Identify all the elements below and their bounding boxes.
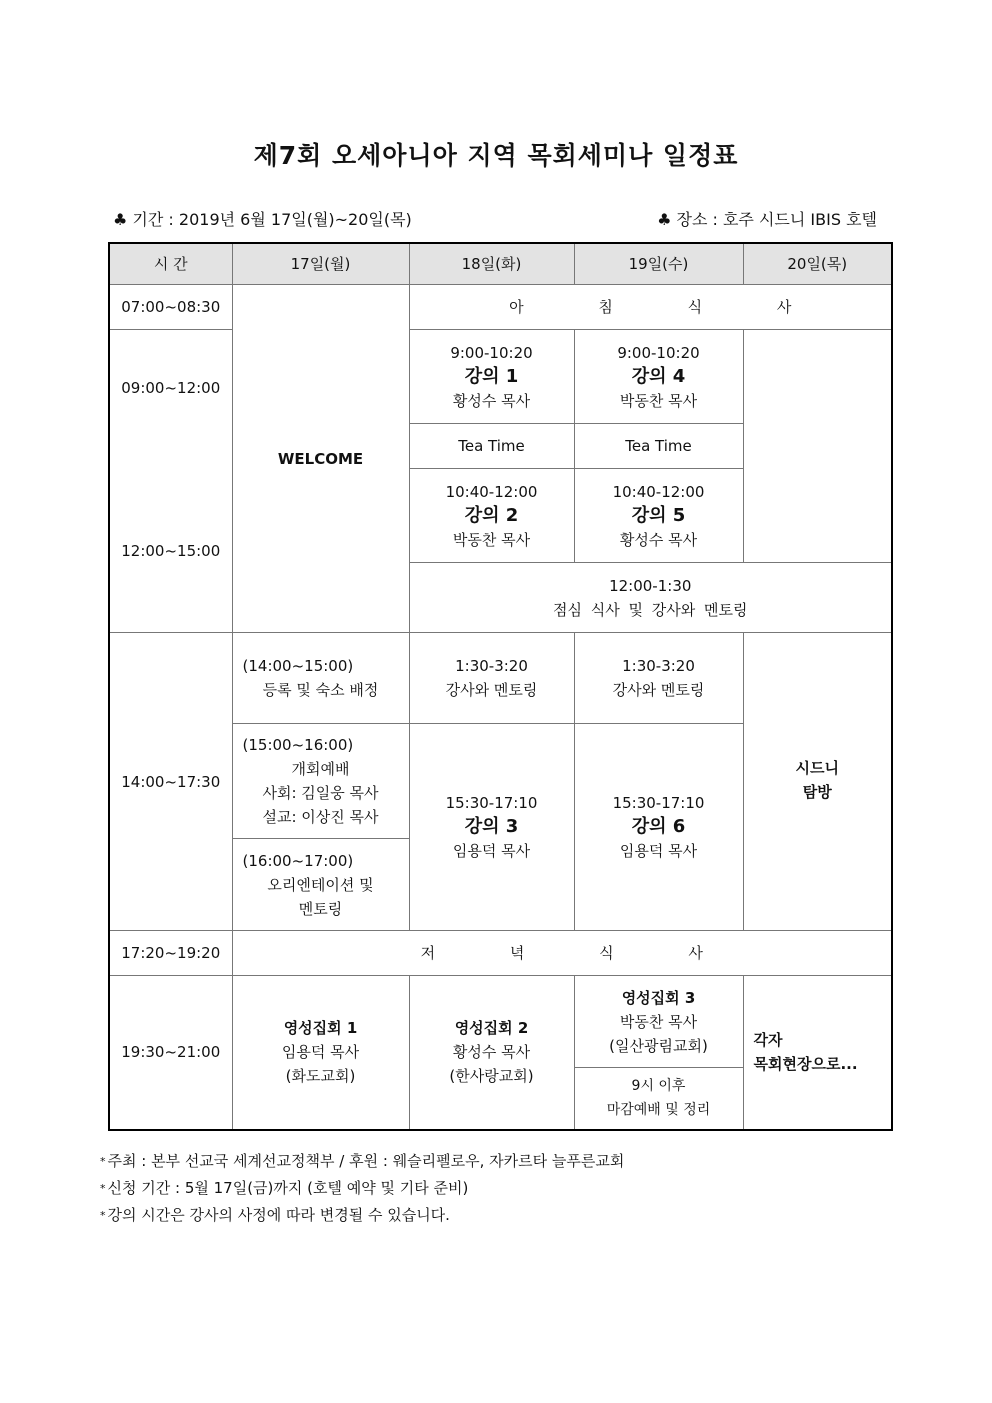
lecture-speaker: 박동찬 목사 [619,391,698,410]
revival-church: (화도교회) [285,1067,356,1086]
revival-title: 영성집회 1 [283,1019,358,1038]
each-line1: 각자 [753,1031,783,1050]
lecture-4-cell [574,330,743,424]
breakfast-text: 아 침 식 사 [509,298,792,316]
lecture-time: 9:00-10:20 [617,343,700,362]
lecture-6-cell [574,724,743,931]
lecture-title: 강의 5 [631,504,686,526]
lecture-title: 강의 6 [631,816,686,837]
revival-1-cell [232,976,409,1130]
lecture-title: 강의 4 [631,365,686,387]
orientation-line2: 멘토링 [298,899,343,918]
dinner-cell [232,931,892,976]
footnote-text: 신청 기간 : 5월 17일(금)까지 (호텔 예약 및 기타 준비) [107,1179,469,1197]
time-cell: 14:00~17:30 [109,633,232,931]
revival-title: 영성집회 3 [621,988,696,1007]
footnote-text: 강의 시간은 강사의 사정에 따라 변경될 수 있습니다. [107,1206,450,1224]
sydney-line1: 시드니 [795,759,839,777]
breakfast-cell [409,285,892,330]
footnote [100,1148,624,1175]
revival-speaker: 임용덕 목사 [281,1043,360,1062]
footnote-text: 주최 : 본부 선교국 세계선교정책부 / 후원 : 웨슬리펠로우, 자카르타 늘푸른교회 [107,1152,625,1170]
mentoring-cell [409,633,574,724]
footnote [100,1202,624,1229]
revival-speaker: 황성수 목사 [452,1043,531,1062]
note-bullet: * [100,1155,106,1168]
closing-line1: 9시 이후 [631,1078,686,1095]
opening-line1: 개회예배 [291,760,350,778]
lecture-1-cell [409,330,574,424]
footnote [100,1175,624,1202]
footnotes [100,1148,624,1229]
mentoring-time: 1:30-3:20 [455,657,528,675]
lecture-speaker: 박동찬 목사 [452,530,531,549]
header-day-17: 17일(월) [232,243,409,285]
time-cell-morning [109,330,232,633]
table-row [109,976,892,1068]
opening-time: (15:00~16:00) [242,736,354,754]
registration-text: 등록 및 숙소 배정 [262,681,379,699]
lunch-time: 12:00-1:30 [609,576,692,595]
note-bullet: * [100,1209,106,1222]
registration-cell [232,633,409,724]
table-row [109,285,892,330]
lecture-speaker: 임용덕 목사 [452,842,531,860]
header-day-20: 20일(목) [743,243,892,285]
opening-line3: 설교: 이상진 목사 [262,808,379,826]
lecture-3-cell [409,724,574,931]
table-row [109,633,892,724]
closing-worship-cell [574,1068,743,1130]
each-to-field-cell [743,976,892,1130]
day-20-morning-empty [743,330,892,563]
orientation-cell [232,839,409,931]
lecture-title: 강의 1 [464,365,519,387]
mentoring-text: 강사와 멘토링 [445,681,538,699]
dinner-text: 저 녁 식 사 [420,944,703,962]
time-cell: 07:00~08:30 [109,285,232,330]
revival-2-cell [409,976,574,1130]
page-title: 제7회 오세아니아 지역 목회세미나 일정표 [253,141,739,170]
lecture-time: 9:00-10:20 [450,343,533,362]
mentoring-cell [574,633,743,724]
lecture-title: 강의 3 [464,816,519,837]
orientation-line1: 오리엔테이션 및 [267,875,374,894]
lecture-speaker: 임용덕 목사 [619,842,698,860]
lecture-5-cell [574,469,743,563]
table-header-row [109,243,892,285]
sydney-line2: 탐방 [802,783,832,801]
venue-info: ♣ 장소 : 호주 시드니 IBIS 호텔 [657,210,877,229]
header-time: 시 간 [109,243,232,285]
lecture-time: 15:30-17:10 [612,794,705,812]
lecture-time: 10:40-12:00 [612,482,705,501]
opening-line2: 사회: 김일웅 목사 [262,784,379,802]
registration-time: (14:00~15:00) [242,657,354,675]
table-row [109,931,892,976]
time-cell: 17:20~19:20 [109,931,232,976]
revival-church: (한사랑교회) [449,1067,534,1086]
time-label: 09:00~12:00 [121,379,221,397]
revival-title: 영성집회 2 [454,1019,529,1038]
lecture-time: 15:30-17:10 [445,794,538,812]
tea-time-cell: Tea Time [574,424,743,469]
lecture-speaker: 황성수 목사 [452,391,531,410]
each-line2: 목회현장으로... [753,1055,858,1074]
time-label: 12:00~15:00 [121,542,221,560]
revival-speaker: 박동찬 목사 [619,1012,698,1031]
lecture-time: 10:40-12:00 [445,482,538,501]
revival-church: (일산광림교회) [609,1036,708,1055]
lecture-title: 강의 2 [464,504,519,526]
lecture-speaker: 황성수 목사 [619,530,698,549]
orientation-time: (16:00~17:00) [242,851,354,870]
sydney-tour-cell [743,633,892,931]
header-day-18: 18일(화) [409,243,574,285]
opening-worship-cell [232,724,409,839]
welcome-cell: WELCOME [232,285,409,633]
revival-3-cell [574,976,743,1068]
header-day-19: 19일(수) [574,243,743,285]
period-info: ♣ 기간 : 2019년 6월 17일(월)~20일(목) [113,210,412,229]
schedule-table [108,242,893,1131]
lecture-2-cell [409,469,574,563]
lunch-cell [409,563,892,633]
mentoring-time: 1:30-3:20 [622,657,695,675]
closing-line2: 마감예배 및 정리 [606,1102,711,1119]
tea-time-cell: Tea Time [409,424,574,469]
table-row [109,330,892,424]
time-cell: 19:30~21:00 [109,976,232,1130]
mentoring-text: 강사와 멘토링 [612,681,705,699]
note-bullet: * [100,1182,106,1195]
lunch-text: 점심 식사 및 강사와 멘토링 [553,600,748,619]
